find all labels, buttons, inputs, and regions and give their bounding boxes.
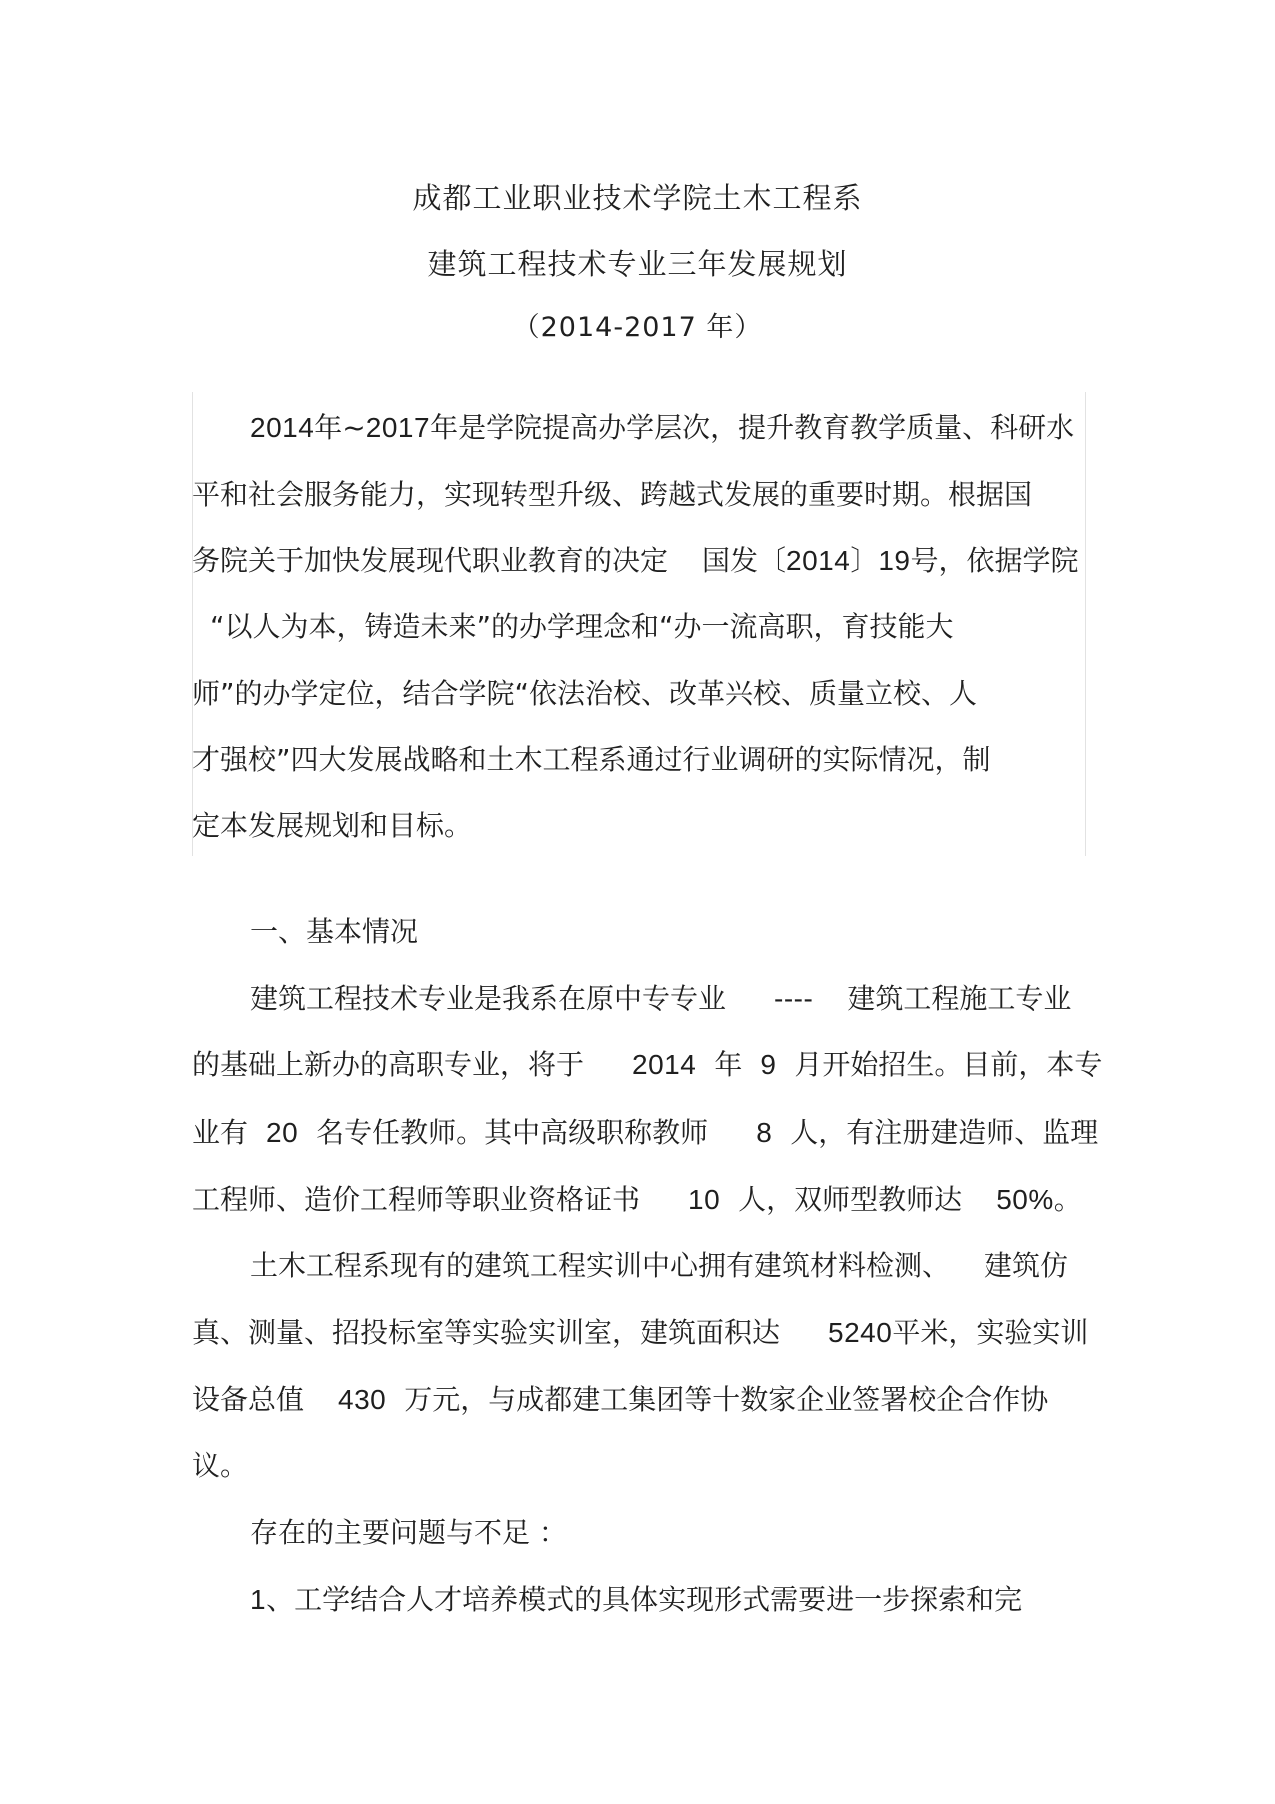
intro-line-1: 2014年~2017年是学院提高办学层次，提升教育教学质量、科研水	[250, 411, 1075, 444]
intro-line-4: “以人为本，铸造未来”的办学理念和“办一流高职，育技能大	[210, 610, 954, 643]
section1-p1-line-2: 的基础上新办的高职专业，将于 2014 年 9 月开始招生。目前，本专	[192, 1048, 1103, 1081]
problem-item-1: 1、工学结合人才培养模式的具体实现形式需要进一步探索和完	[250, 1583, 1023, 1616]
intro-line-3: 务院关于加快发展现代职业教育的决定 国发〔2014〕19号，依据学院	[192, 544, 1079, 577]
intro-line-5: 师”的办学定位，结合学院“依法治校、改革兴校、质量立校、人	[192, 677, 978, 710]
section1-p2-line-3: 设备总值 430 万元，与成都建工集团等十数家企业签署校企合作协	[192, 1383, 1049, 1416]
section1-p1-line-4: 工程师、造价工程师等职业资格证书 10 人，双师型教师达 50%。	[192, 1183, 1083, 1216]
section-heading-basic-info: 一、基本情况	[250, 915, 419, 948]
intro-line-2: 平和社会服务能力，实现转型升级、跨越式发展的重要时期。根据国	[192, 478, 1033, 511]
document-title-line2: 建筑工程技术专业三年发展规划	[427, 247, 848, 281]
intro-line-6: 才强校”四大发展战略和土木工程系通过行业调研的实际情况，制	[192, 743, 991, 776]
section1-p2-line-2: 真、测量、招投标室等实验实训室，建筑面积达 5240平米，实验实训	[192, 1316, 1089, 1349]
intro-line-7: 定本发展规划和目标。	[192, 809, 473, 842]
section1-p1-line-3: 业有 20 名专任教师。其中高级职称教师 8 人，有注册建造师、监理	[192, 1116, 1099, 1149]
section1-p2-line-1: 土木工程系现有的建筑工程实训中心拥有建筑材料检测、 建筑仿	[250, 1249, 1069, 1282]
problems-heading: 存在的主要问题与不足 ：	[250, 1516, 567, 1549]
document-title-line3: （2014-2017 年）	[512, 312, 763, 343]
document-title-line1: 成都工业职业技术学院土木工程系	[412, 181, 863, 215]
section1-p1-line-1: 建筑工程技术专业是我系在原中专专业 ---- 建筑工程施工专业	[250, 982, 1072, 1015]
section1-p2-line-4: 议。	[192, 1449, 249, 1482]
